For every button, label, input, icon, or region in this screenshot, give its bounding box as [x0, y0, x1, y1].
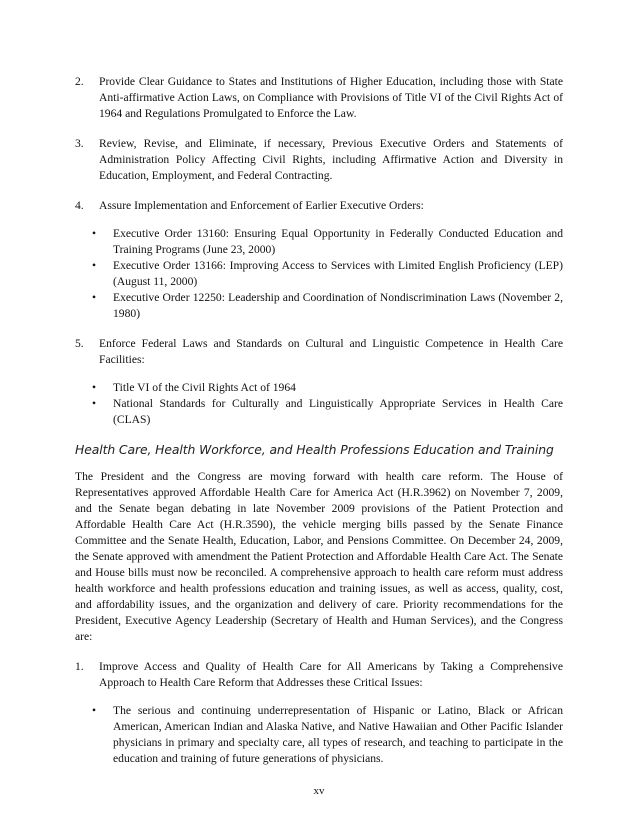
list-item-3 [75, 136, 563, 184]
bullet-icon: • [92, 704, 97, 717]
bullet-text: Executive Order 13166: Improving Access to Services with Limited English Proficiency (LEP) (August 11, 2000) [113, 259, 563, 288]
standards-list [75, 380, 563, 428]
bullet-item [75, 290, 563, 322]
bullet-item [75, 380, 563, 396]
bullet-icon: • [92, 381, 97, 394]
bullet-text: Executive Order 12250: Leadership and Coordination of Nondiscrimination Laws (November 2, 1980) [113, 291, 563, 320]
bullet-text: Executive Order 13160: Ensuring Equal Opportunity in Federally Conducted Education and Training Programs (June 23, 2000) [113, 227, 563, 256]
critical-issues-list [75, 703, 563, 767]
item-number: 5. [75, 337, 84, 350]
bullet-text: The serious and continuing underrepresentation of Hispanic or Latino, Black or African American, American Indian and Alaska Native, and Native Hawaiian and Other Pacific Islander physicians in primary and specialty care, all types of research, and teaching to participate in the education and training of future generations of physicians. [113, 704, 563, 765]
item-text: Enforce Federal Laws and Standards on Cultural and Linguistic Competence in Health Care Facilities: [99, 337, 563, 366]
item-text: Assure Implementation and Enforcement of Earlier Executive Orders: [99, 199, 424, 212]
bullet-icon: • [92, 397, 97, 410]
bullet-icon: • [92, 227, 97, 240]
list-item-4 [75, 198, 563, 214]
item-number: 2. [75, 75, 84, 88]
item-text: Improve Access and Quality of Health Care for All Americans by Taking a Comprehensive Approach to Health Care Reform that Addresses these Critical Issues: [99, 660, 563, 689]
item-text: Review, Revise, and Eliminate, if necessary, Previous Executive Orders and Statements of Administration Policy Affecting Civil Rights, including Affirmative Action and Diversity in Education, Employment, and Federal Contracting. [99, 137, 563, 182]
bullet-item [75, 226, 563, 258]
section-heading: Health Care, Health Workforce, and Health Professions Education and Training [75, 442, 554, 457]
item-number: 4. [75, 199, 84, 212]
item-number: 1. [75, 660, 84, 673]
bullet-item [75, 396, 563, 428]
item-text: Provide Clear Guidance to States and Institutions of Higher Education, including those with State Anti-affirmative Action Laws, on Compliance with Provisions of Title VI of the Civil Rights Act of 1964 and Regulations Promulgated to Enforce the Law. [99, 75, 563, 120]
list-item-hc-1 [75, 659, 563, 691]
section-paragraph: The President and the Congress are moving forward with health care reform. The House of Representatives approved Affordable Health Care for America Act (H.R.3962) on November 7, 2009, and the Senate began debating in late November 2009 provisions of the Patient Protection and Affordable Health Care Act (H.R.3590), the vehicle merging bills passed by the Senate Finance Committee and the Senate Health, Education, Labor, and Pensions Committee. On December 24, 2009, the Senate approved with amendment the Patient Protection and Affordable Health Care Act. The Senate and House bills must now be reconciled. A comprehensive approach to health care reform must address health workforce and health professions education and training issues, as well as access, quality, cost, and affordability issues, and the organization and delivery of care. Priority recommendations for the President, Executive Agency Leadership (Secretary of Health and Human Services), and the Congress are: [75, 470, 563, 643]
bullet-icon: • [92, 291, 97, 304]
list-item-2 [75, 74, 563, 122]
bullet-icon: • [92, 259, 97, 272]
page-number: xv [313, 785, 325, 797]
item-number: 3. [75, 137, 84, 150]
bullet-item [75, 258, 563, 290]
executive-orders-list [75, 226, 563, 322]
bullet-item [75, 703, 563, 767]
page-content [75, 74, 563, 781]
bullet-text: Title VI of the Civil Rights Act of 1964 [113, 381, 296, 394]
list-item-5 [75, 336, 563, 368]
bullet-text: National Standards for Culturally and Linguistically Appropriate Services in Health Care (CLAS) [113, 397, 563, 426]
